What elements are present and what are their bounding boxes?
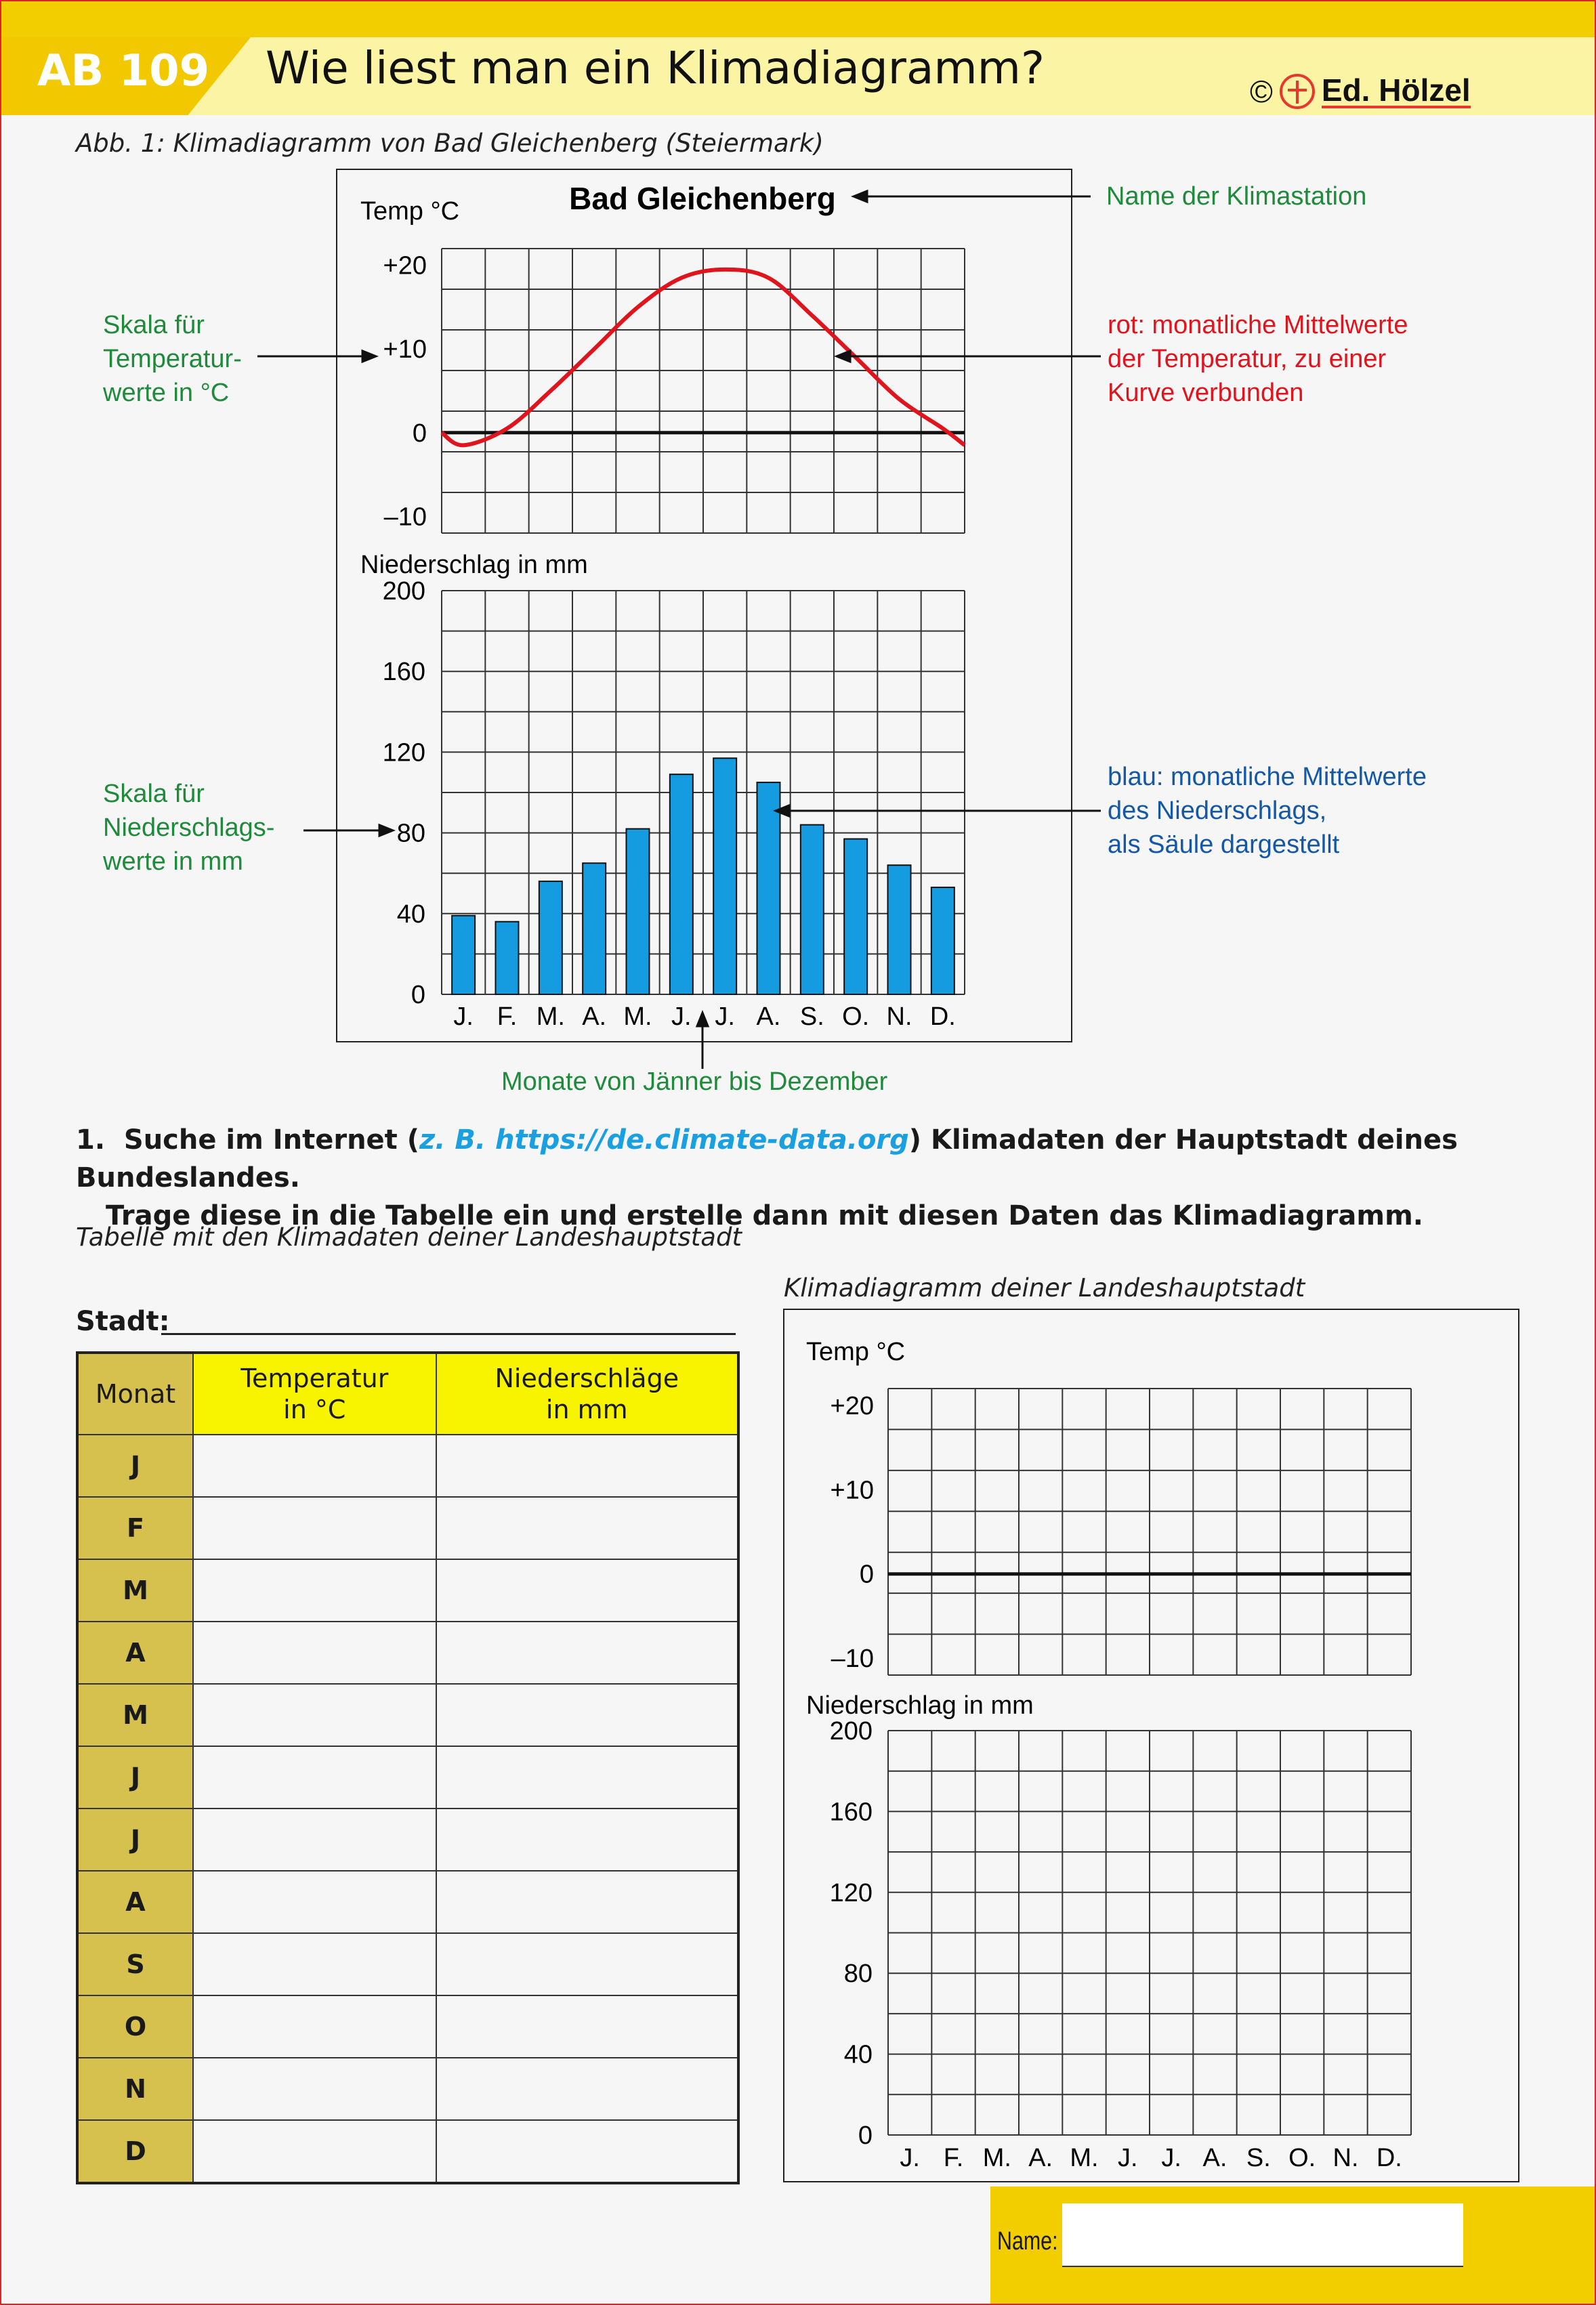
- blank-precip-tick: 160: [829, 1798, 873, 1827]
- col-month-header: Monat: [77, 1353, 193, 1435]
- col-temp-header: Temperatur in °C: [193, 1353, 436, 1435]
- precip-tick: 40: [396, 900, 425, 929]
- precip-bar: [844, 839, 867, 994]
- month-label: M.: [623, 1002, 652, 1031]
- precip-bar: [801, 825, 824, 994]
- task-1: 1. Suche im Internet (z. B. https://de.climate-data.org) Klimadaten der Hauptstadt deines Bundeslandes. Trage diese in die Tabelle ein und erstelle dann mit diesen Daten das Klimadiagramm.: [76, 1124, 1458, 1231]
- precip-bar: [888, 865, 911, 994]
- precip-bar: [452, 916, 475, 994]
- temp-tick: +10: [383, 335, 427, 364]
- blank-month-label: J.: [900, 2144, 920, 2172]
- blank-month-label: M.: [1070, 2144, 1099, 2172]
- annotation-temp-scale: Skala für Temperatur- werte in °C: [103, 311, 242, 407]
- month-cell: J: [77, 1809, 193, 1871]
- blank-precip-tick: 200: [829, 1717, 873, 1746]
- table-caption: Tabelle mit den Klimadaten deiner Landeshauptstadt: [76, 1223, 742, 1252]
- page-title: Wie liest man ein Klimadiagramm?: [266, 42, 1045, 94]
- precip-tick: 120: [382, 738, 425, 767]
- worksheet-number: AB 109: [37, 46, 210, 96]
- blank-temp-tick: +20: [830, 1391, 874, 1420]
- blank-month-label: D.: [1376, 2144, 1402, 2172]
- temp-tick: +20: [383, 251, 427, 280]
- precip-axis-title: Niederschlag in mm: [360, 551, 588, 579]
- chart-frame: [337, 169, 1072, 1042]
- blank-temp-axis-title: Temp °C: [806, 1338, 906, 1366]
- month-label: J.: [715, 1002, 735, 1031]
- precip-grid: [442, 591, 965, 994]
- blank-temp-tick: –10: [831, 1645, 874, 1674]
- blank-month-label: M.: [982, 2144, 1011, 2172]
- month-label: N.: [886, 1002, 912, 1031]
- month-label: F.: [497, 1002, 518, 1031]
- blank-climate-chart[interactable]: [0, 1287, 1596, 2188]
- month-label: A.: [756, 1002, 781, 1031]
- month-cell: N: [77, 2058, 193, 2120]
- temp-grid: [442, 249, 965, 533]
- blank-precip-tick: 40: [843, 2040, 873, 2069]
- blank-chart-caption: Klimadiagramm deiner Landeshauptstadt: [784, 1273, 1305, 1303]
- month-label: M.: [536, 1002, 565, 1031]
- blank-month-labels: [900, 2144, 1402, 2172]
- month-label: J.: [453, 1002, 474, 1031]
- blank-precip-axis-title: Niederschlag in mm: [806, 1691, 1034, 1720]
- month-label: A.: [582, 1002, 607, 1031]
- col-precip-header: Niederschläge in mm: [436, 1353, 738, 1435]
- name-label: Name:: [997, 2227, 1058, 2256]
- station-name: Bad Gleichenberg: [569, 181, 836, 216]
- blank-month-label: A.: [1028, 2144, 1053, 2172]
- blank-month-label: J.: [1161, 2144, 1181, 2172]
- precip-bar: [670, 774, 693, 994]
- figure-caption: Abb. 1: Klimadiagramm von Bad Gleichenberg (Steiermark): [76, 129, 824, 158]
- month-cell: J: [77, 1435, 193, 1497]
- stadt-label: Stadt:: [76, 1306, 170, 1337]
- temp-tick-labels: [383, 252, 427, 532]
- annotation-station: Name der Klimastation: [1106, 182, 1367, 211]
- blank-chart-frame: [784, 1309, 1519, 2182]
- precip-tick: 0: [411, 981, 425, 1009]
- task-number: 1.: [76, 1124, 106, 1156]
- precip-bar: [627, 829, 650, 994]
- precip-tick-labels: [383, 577, 425, 1009]
- precip-bar: [757, 782, 780, 994]
- blank-precip-tick: 0: [858, 2121, 873, 2150]
- copyright-symbol: ©: [1250, 74, 1273, 109]
- annotation-temp-curve: rot: monatliche Mittelwerte der Temperatur, zu einer Kurve verbunden: [1108, 311, 1408, 407]
- month-label: S.: [799, 1002, 824, 1031]
- annotation-precip-scale: Skala für Niederschlags- werte in mm: [103, 780, 275, 876]
- blank-precip-grid: [888, 1731, 1411, 2135]
- temp-tick: 0: [412, 419, 427, 448]
- month-cell: A: [77, 1871, 193, 1933]
- month-cell: F: [77, 1497, 193, 1559]
- precip-bar: [931, 887, 954, 994]
- precip-tick: 80: [396, 819, 425, 848]
- month-cell: D: [77, 2120, 193, 2183]
- blank-month-label: A.: [1202, 2144, 1227, 2172]
- blank-precip-tick: 120: [829, 1878, 873, 1907]
- precip-tick: 200: [382, 577, 425, 606]
- blank-temp-tick: 0: [859, 1560, 874, 1589]
- month-cell: S: [77, 1933, 193, 1995]
- month-label: D.: [929, 1002, 956, 1031]
- month-cell: M: [77, 1684, 193, 1746]
- blank-month-label: F.: [943, 2144, 964, 2172]
- temp-axis-title: Temp °C: [360, 197, 460, 226]
- annotation-months: Monate von Jänner bis Dezember: [501, 1067, 888, 1096]
- blank-precip-tick-labels: [830, 1717, 873, 2150]
- blank-month-label: S.: [1246, 2144, 1271, 2172]
- precip-tick: 160: [382, 658, 425, 687]
- month-label: J.: [671, 1002, 692, 1031]
- blank-month-label: J.: [1118, 2144, 1138, 2172]
- climate-data-link[interactable]: z. B. https://de.climate-data.org: [419, 1124, 909, 1156]
- temp-tick: –10: [383, 503, 427, 532]
- annotation-precip-bars: blau: monatliche Mittelwerte des Niederschlags, als Säule dargestellt: [1108, 763, 1427, 859]
- precip-bar: [583, 863, 606, 994]
- month-cell: J: [77, 1746, 193, 1809]
- example-climate-chart: [0, 0, 1596, 1118]
- blank-precip-tick: 80: [843, 1960, 873, 1989]
- month-cell: M: [77, 1559, 193, 1622]
- precip-bar: [539, 881, 562, 994]
- month-cell: A: [77, 1622, 193, 1684]
- precip-bar: [713, 758, 736, 994]
- month-cell: O: [77, 1995, 193, 2058]
- blank-month-label: N.: [1332, 2144, 1359, 2172]
- name-input[interactable]: [1062, 2203, 1463, 2267]
- month-label: O.: [842, 1002, 870, 1031]
- blank-temp-tick-labels: [831, 1392, 874, 1673]
- blank-temp-grid: [888, 1389, 1411, 1675]
- blank-month-label: O.: [1288, 2144, 1316, 2172]
- blank-temp-tick: +10: [830, 1476, 874, 1505]
- publisher-name: Ed. Hölzel: [1321, 72, 1471, 108]
- precip-bar: [496, 922, 519, 994]
